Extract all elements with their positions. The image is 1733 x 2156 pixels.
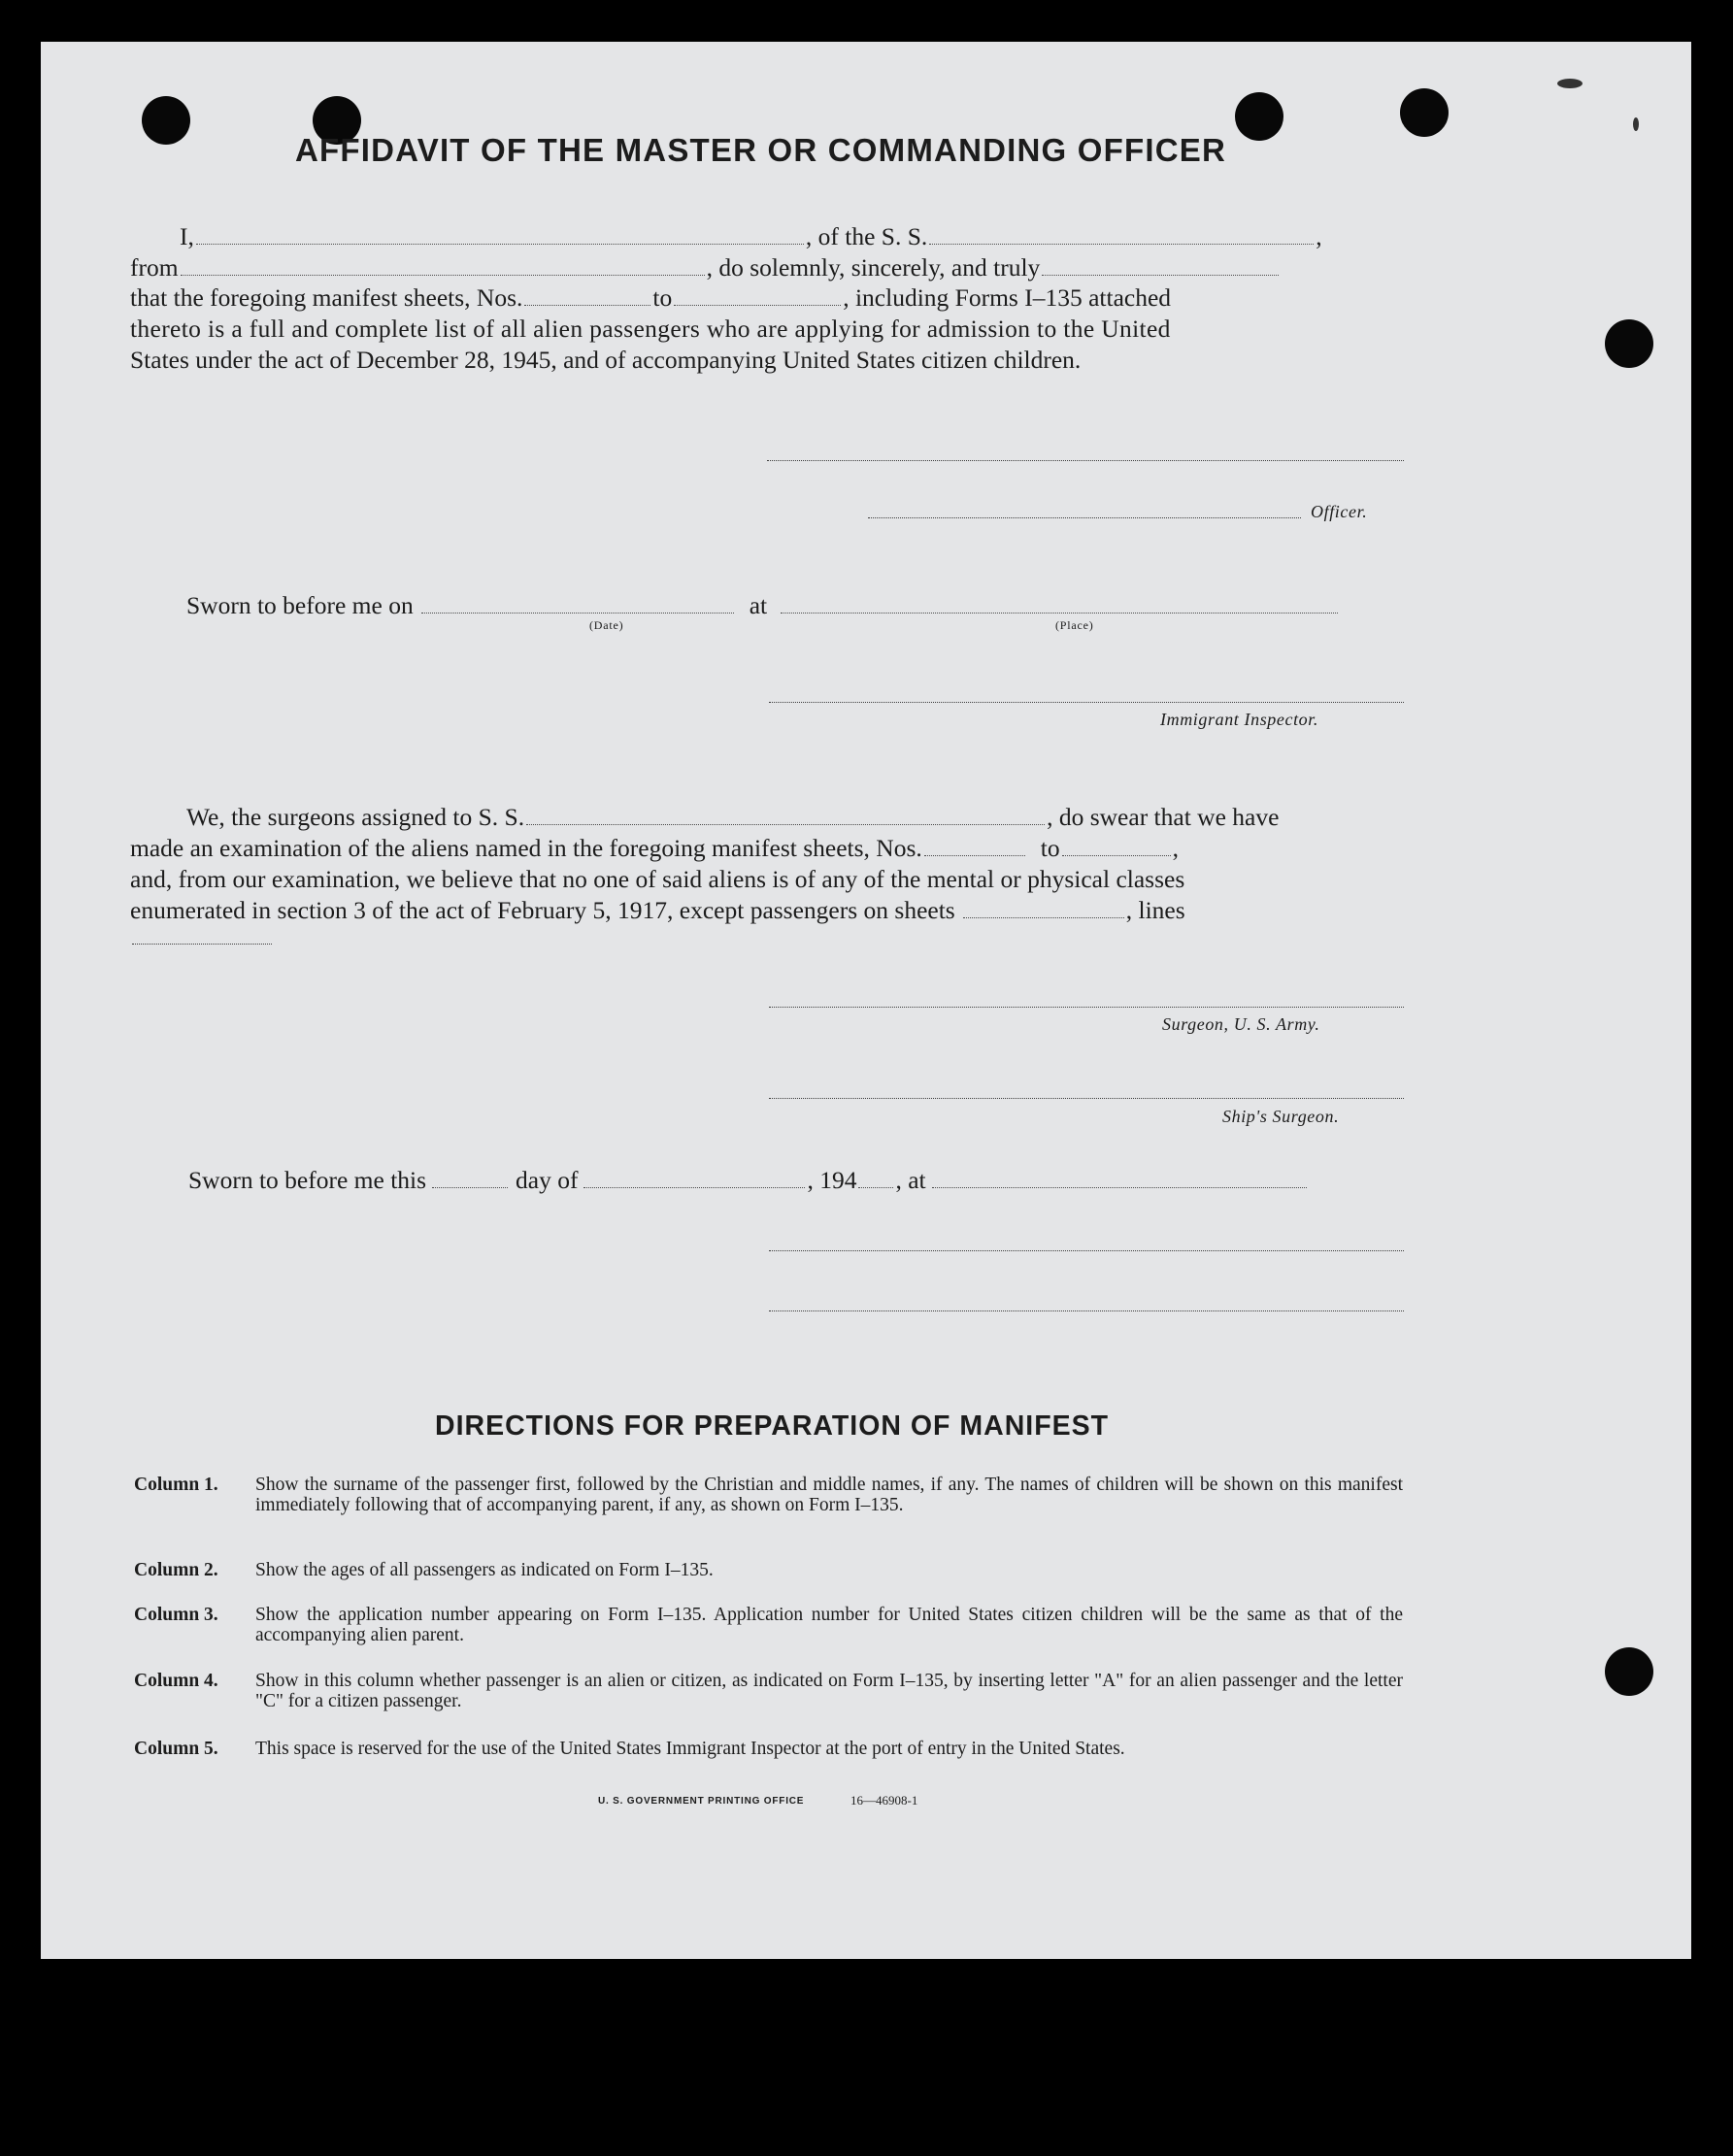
officer-label: Officer. [1311, 502, 1368, 521]
lines-field[interactable] [132, 944, 272, 945]
text: made an examination of the aliens named in the foregoing manifest sheets, Nos. [130, 834, 922, 862]
inspector-label: Immigrant Inspector. [1160, 710, 1318, 729]
signature-line[interactable] [769, 1310, 1404, 1311]
ship-name-field[interactable] [929, 226, 1314, 245]
inspector-signature-line[interactable] [769, 702, 1404, 703]
column-text: Show the application number appearing on Form I–135. Application number for United States citizen children will be the same as that of the accompanying alien parent. [255, 1605, 1403, 1645]
army-surgeon-signature-line[interactable] [769, 1007, 1404, 1008]
text: , of the S. S. [805, 222, 928, 250]
affidavit-line-2 [130, 255, 1281, 281]
punch-hole [1605, 1647, 1653, 1696]
text: at [749, 591, 768, 619]
text: , [1316, 222, 1322, 250]
sheets-from-field[interactable] [524, 287, 650, 306]
ship-field[interactable] [526, 807, 1045, 825]
text: Sworn to before me on [186, 591, 414, 619]
text: to [652, 283, 673, 312]
text: We, the surgeons assigned to S. S. [186, 803, 525, 831]
speck [1633, 117, 1639, 131]
officer-signature-line[interactable] [868, 517, 1301, 518]
place-field[interactable] [781, 595, 1338, 614]
column-text: Show in this column whether passenger is an alien or citizen, as indicated on Form I–135, by inserting letter "A" for an alien passenger and the letter "C" for a citizen passenger. [255, 1671, 1403, 1711]
text: to [1040, 834, 1060, 862]
punch-hole [1400, 88, 1449, 137]
column-label: Column 2. [134, 1560, 218, 1580]
signature-line[interactable] [767, 460, 1404, 461]
place-caption: (Place) [1055, 618, 1094, 632]
text: that the foregoing manifest sheets, Nos. [130, 283, 523, 312]
ship-surgeon-label: Ship's Surgeon. [1222, 1107, 1340, 1126]
affidavit-line-4: thereto is a full and complete list of all alien passengers who are applying for admission to the United [130, 315, 1171, 343]
sheets-from-field[interactable] [924, 838, 1025, 856]
surgeons-line-2 [130, 836, 1179, 861]
surgeons-line-3: and, from our examination, we believe that no one of said aliens is of any of the mental or physical classes [130, 865, 1185, 893]
truly-field[interactable] [1042, 257, 1279, 276]
text: day of [516, 1166, 579, 1194]
affidavit-title: AFFIDAVIT OF THE MASTER OR COMMANDING OFFICER [295, 132, 1227, 168]
column-text: This space is reserved for the use of the United States Immigrant Inspector at the port of entry in the United States. [255, 1739, 1125, 1759]
column-label: Column 1. [134, 1475, 218, 1495]
column-text: Show the ages of all passengers as indicated on Form I–135. [255, 1560, 714, 1580]
column-label: Column 3. [134, 1605, 218, 1625]
sheets-field[interactable] [963, 900, 1124, 918]
text: , do solemnly, sincerely, and truly [706, 253, 1041, 282]
affidavit-line-5: States under the act of December 28, 1945, and of accompanying United States citizen children. [130, 346, 1082, 374]
text: from [130, 253, 179, 282]
punch-hole [1235, 92, 1283, 141]
army-surgeon-label: Surgeon, U. S. Army. [1162, 1014, 1320, 1034]
sworn-line-1 [186, 593, 1340, 618]
day-field[interactable] [432, 1170, 508, 1188]
document-page [41, 42, 1691, 1959]
text: , at [895, 1166, 926, 1194]
sworn-line-2 [188, 1168, 1309, 1193]
punch-hole [142, 96, 190, 145]
from-field[interactable] [181, 257, 705, 276]
name-field[interactable] [196, 226, 804, 245]
sheets-to-field[interactable] [674, 287, 841, 306]
text: , [1172, 834, 1179, 862]
surgeons-line-4 [130, 898, 1185, 923]
year-field[interactable] [858, 1170, 893, 1188]
date-caption: (Date) [589, 618, 624, 632]
sheets-to-field[interactable] [1062, 838, 1171, 856]
text: I, [180, 222, 194, 250]
column-label: Column 4. [134, 1671, 218, 1691]
directions-title: DIRECTIONS FOR PREPARATION OF MANIFEST [435, 1410, 1110, 1442]
text: , 194 [807, 1166, 857, 1194]
place-field[interactable] [932, 1170, 1307, 1188]
column-text: Show the surname of the passenger first, followed by the Christian and middle names, if any. The names of children will be shown on this manifest immediately following that of accompanying parent, if any, as shown on Form I–135. [255, 1475, 1403, 1515]
punch-hole [1605, 319, 1653, 368]
form-code: 16—46908-1 [850, 1793, 918, 1808]
signature-line[interactable] [769, 1250, 1404, 1251]
surgeons-line-1 [186, 805, 1279, 830]
text: , lines [1125, 896, 1185, 924]
text: enumerated in section 3 of the act of February 5, 1917, except passengers on sheets [130, 896, 955, 924]
column-label: Column 5. [134, 1739, 218, 1759]
speck [1557, 79, 1583, 88]
affidavit-line-3 [130, 285, 1171, 311]
text: , do swear that we have [1047, 803, 1280, 831]
text: , including Forms I–135 attached [843, 283, 1172, 312]
date-field[interactable] [421, 595, 734, 614]
affidavit-line-1 [180, 224, 1322, 249]
month-field[interactable] [583, 1170, 805, 1188]
ship-surgeon-signature-line[interactable] [769, 1098, 1404, 1099]
text: Sworn to before me this [188, 1166, 427, 1194]
printer-imprint: U. S. GOVERNMENT PRINTING OFFICE [598, 1796, 805, 1807]
